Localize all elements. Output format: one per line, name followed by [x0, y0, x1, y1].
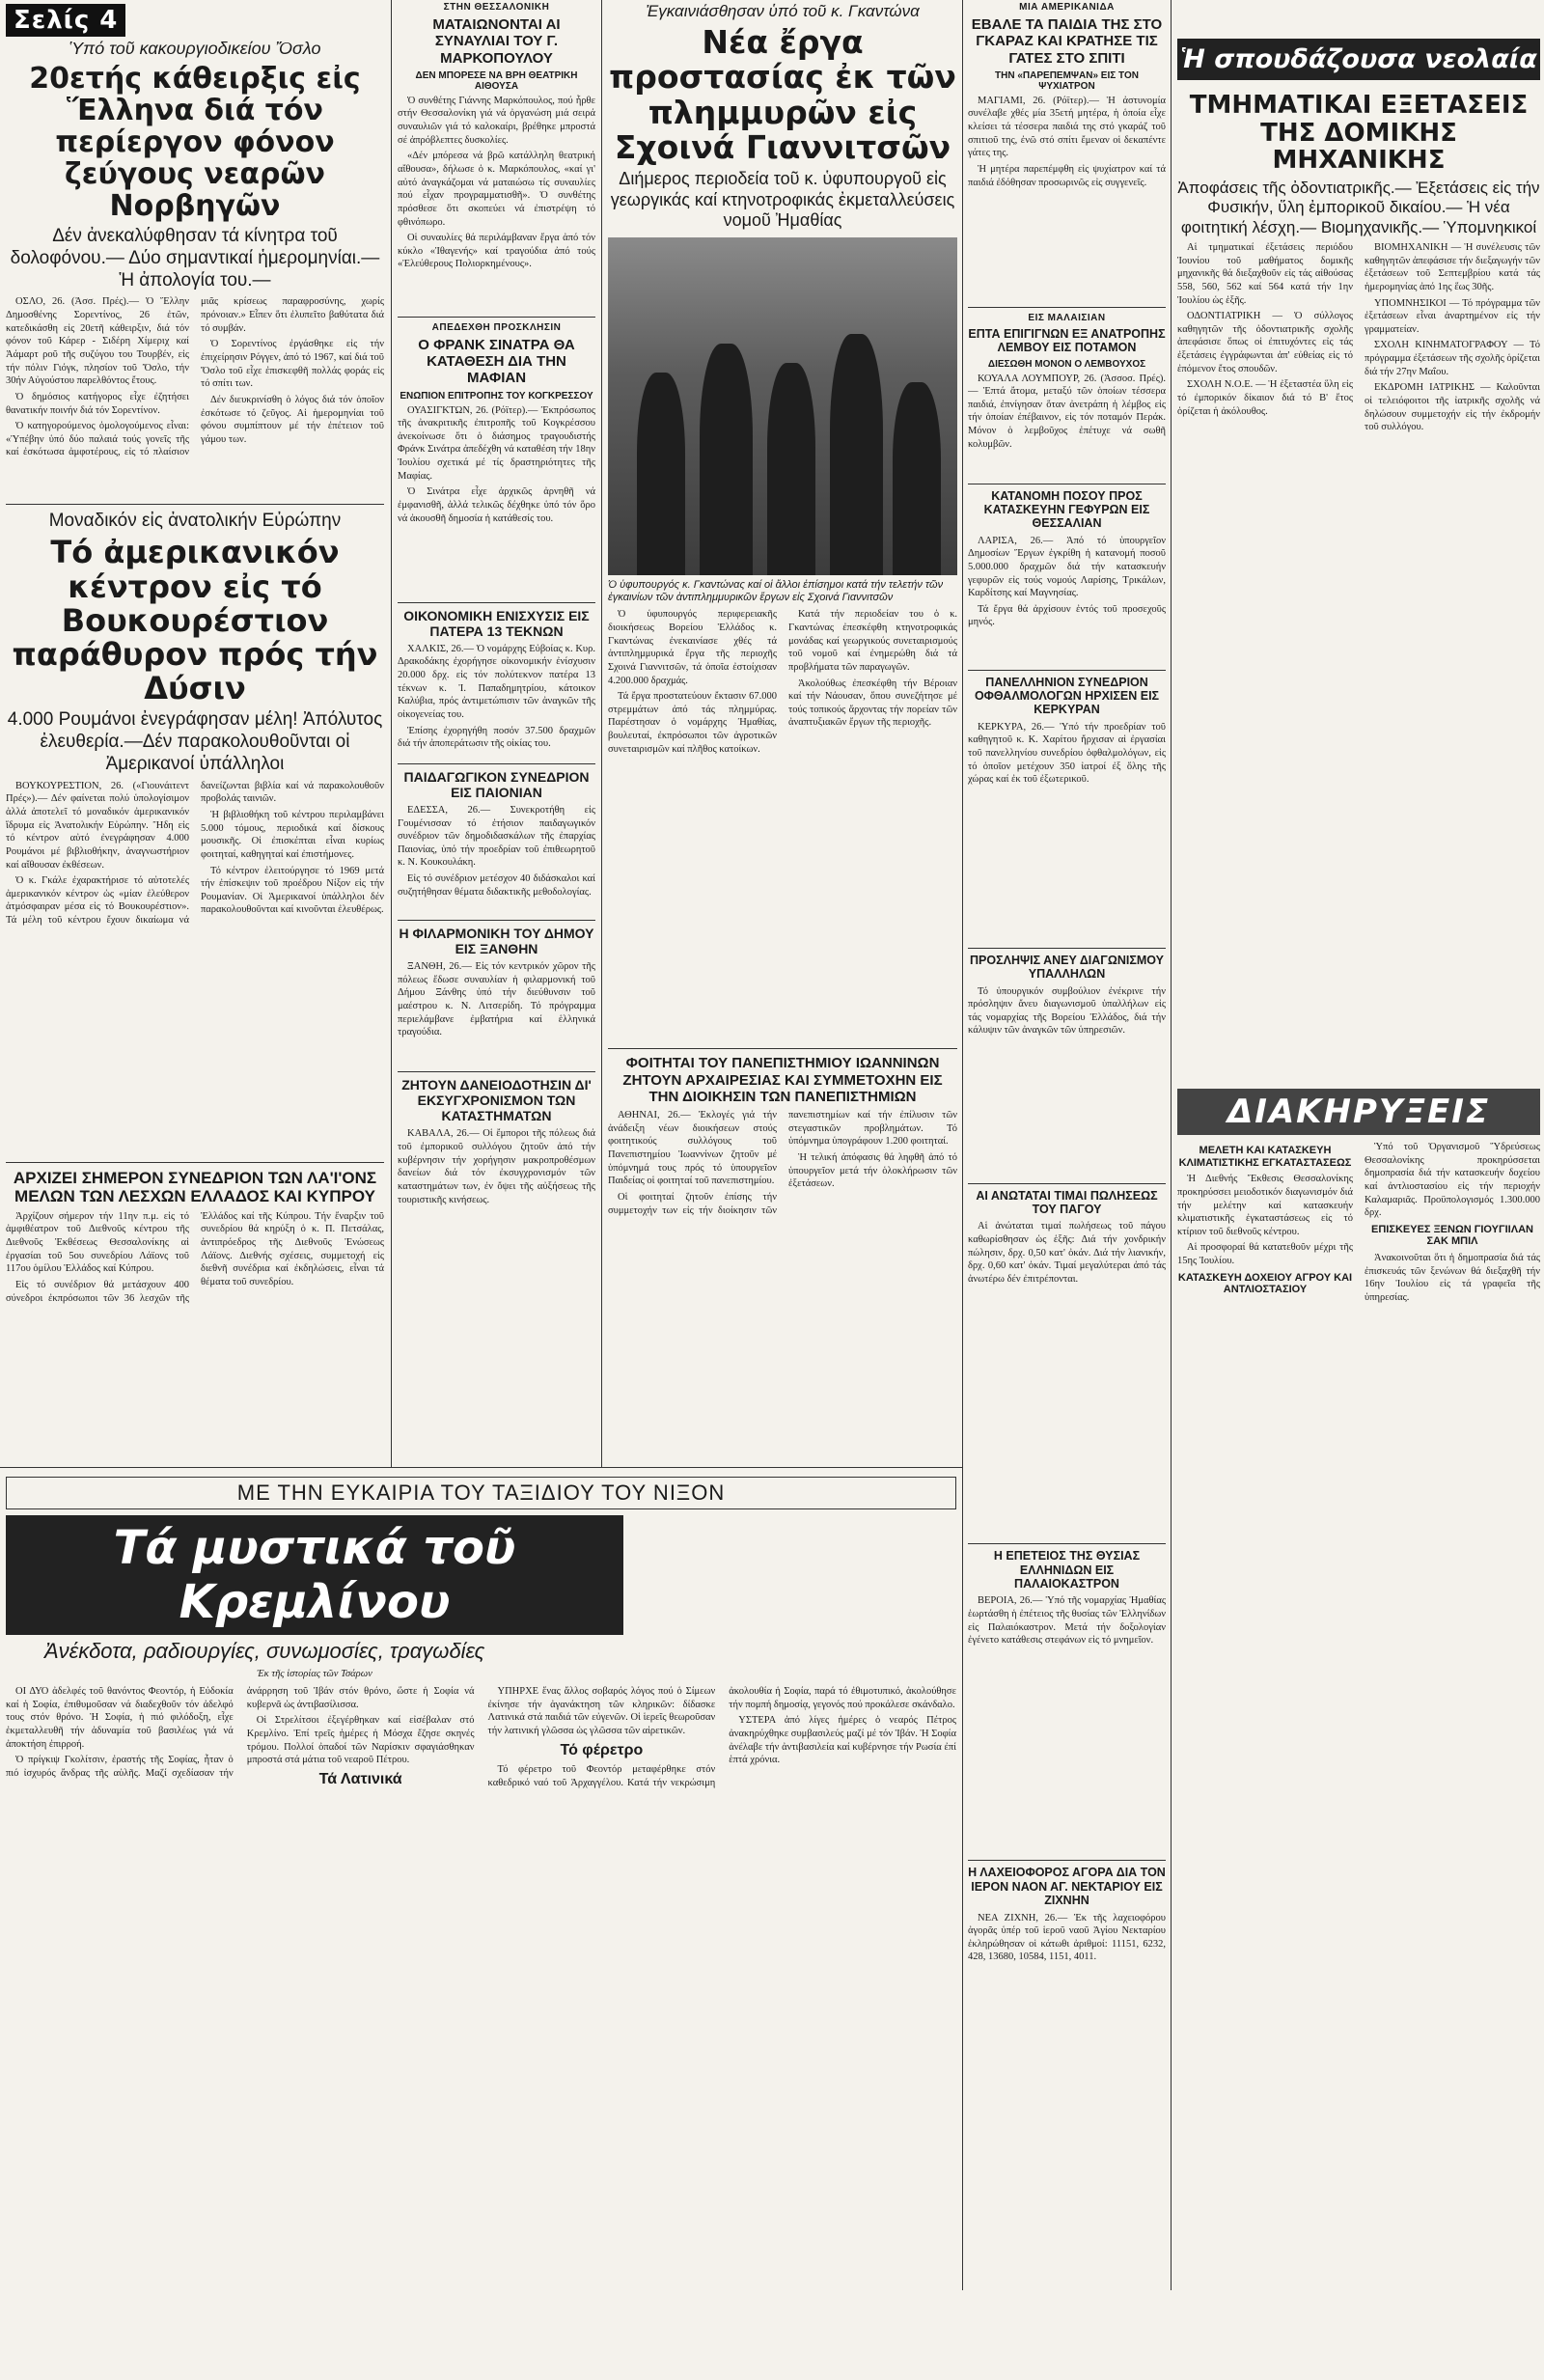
paragraph: ΧΑΛΚΙΣ, 26.— Ὁ νομάρχης Εὐβοίας κ. Κυρ. Δρακοδάκης ἐχορήγησε οἰκονομικήν ἐνίσχυσιν 20.000 δρχ. εἰς τόν πολύτεκνον πατέρα 13 τέκνων κ. Ἰ. Παπαδημητρίου, κάτοικον Καλύβια, πρός ἀντιμετώπισιν τῶν ἀναγκῶν τῆς οἰκογενείας του.: [398, 643, 595, 720]
article-body: [6, 1210, 384, 1355]
article-sinatra: [398, 322, 595, 597]
article-tender-repairs: [1365, 1224, 1540, 1305]
article-subhead: ΕΝΩΠΙΟΝ ΕΠΙΤΡΟΠΗΣ ΤΟΥ ΚΟΓΚΡΕΣΣΟΥ: [400, 390, 593, 401]
paragraph: Ὁ συνθέτης Γιάννης Μαρκόπουλος, πού ἦρθε στήν Θεσσαλονίκη γιά νά ὀργανώση μιά σειρά συναυλιῶν γιά τό καλοκαίρι, βρέθηκε μπροστά σέ ἀπρόβλεπτες δυσκολίες.: [398, 95, 595, 146]
article-body: [1177, 241, 1540, 1081]
paragraph: ΛΑΡΙΣΑ, 26.— Ἀπό τό ὑπουργεῖον Δημοσίων Ἔργων ἐγκρίθη ἡ κατανομή ποσοῦ 5.000.000 δραχμῶν διά τήν κατασκευήν γεφυρῶν εἰς τούς νομούς Λαρίσης, Τρικάλων, Καρδίτσης καί Μαγνησίας.: [968, 535, 1166, 599]
article-lottery: [968, 1866, 1166, 2056]
article-subhead: ΔΕΝ ΜΠΟΡΕΣΕ ΝΑ ΒΡΗ ΘΕΑΤΡΙΚΗ ΑΙΘΟΥΣΑ: [415, 69, 578, 92]
column-rule: [391, 0, 392, 1467]
paragraph: ΞΑΝΘΗ, 26.— Εἰς τόν κεντρικόν χῶρον τῆς πόλεως ἔδωσε συναυλίαν ἡ φιλαρμονική τοῦ Δήμου Ξάνθης ὑπό τήν διεύθυνσιν τοῦ μαέστρου κ. Ν. Λιτσερίδη. Τό πρόγραμμα περιελάμβανε ἐμβατήρια καί ἑλληνικά τραγούδια.: [398, 961, 595, 1038]
paragraph: ΣΧΟΛΗ Ν.Ο.Ε. — Ἡ ἐξεταστέα ὕλη εἰς τό ἐμπορικόν δίκαιον διά τό Β' ἔτος ὁρίζεται ἡ ἀκόλουθος.: [1177, 379, 1353, 417]
column-rule: [601, 0, 602, 1467]
article-headline: Ο ΦΡΑΝΚ ΣΙΝΑΤΡΑ ΘΑ ΚΑΤΑΘΕΣΗ ΔΙΑ ΤΗΝ ΜΑΦΙΑΝ: [418, 336, 575, 387]
feature-subsection: Τά Λατινικά: [318, 1770, 402, 1787]
article-headline: Η ΕΠΕΤΕΙΟΣ ΤΗΣ ΘΥΣΙΑΣ ΕΛΛΗΝΙΔΩΝ ΕΙΣ ΠΑΛΑΙΟΚΑΣΤΡΟΝ: [993, 1549, 1141, 1591]
column-1: [6, 0, 384, 1355]
page-number-masthead: Σελίς 4: [6, 4, 125, 37]
article-paionia: [398, 769, 595, 915]
feature-headline: Τά μυστικά τοῦ Κρεμλίνου: [6, 1515, 623, 1635]
article-headline: ΦΟΙΤΗΤΑΙ ΤΟΥ ΠΑΝΕΠΙΣΤΗΜΙΟΥ ΙΩΑΝΝΙΝΩΝ ΖΗΤΟΥΝ ΑΡΧΑΙΡΕΣΙΑΣ ΚΑΙ ΣΥΜΜΕΤΟΧΗΝ ΕΙΣ ΤΗΝ ΔΙΟΙΚΗΣΙΝ ΤΩΝ ΠΑΝΕΠΙΣΤΗΜΙΩΝ: [622, 1055, 943, 1105]
article-headline: ΠΑΙΔΑΓΩΓΙΚΟΝ ΣΥΝΕΔΡΙΟΝ ΕΙΣ ΠΑΙΟΝΙΑΝ: [403, 768, 590, 800]
article-body: [968, 1912, 1166, 2057]
article-body: [398, 404, 595, 597]
article-headline: Η ΛΑΧΕΙΟΦΟΡΟΣ ΑΓΟΡΑ ΔΙΑ ΤΟΝ ΙΕΡΟΝ ΝΑΟΝ ΑΓ. ΝΕΚΤΑΡΙΟΥ ΕΙΣ ΖΙΧΝΗΝ: [968, 1866, 1166, 1908]
paragraph: Ἀνακοινοῦται ὅτι ἡ δημοπρασία διά τάς ἐπισκευάς τῶν ξενώνων θά διεξαχθῆ τήν 16ην Ἰουλίου εἰς τά γραφεῖα τῆς ὑπηρεσίας.: [1365, 1253, 1540, 1303]
paragraph: Τά ἔργα θά ἀρχίσουν ἐντός τοῦ προσεχοῦς μηνός.: [968, 603, 1166, 628]
column-rule: [1171, 0, 1172, 2290]
paragraph: Ὁ κ. Γκάλε ἐχαρακτήρισε τό αὐτοτελές ἀμερικανικόν κέντρον ὡς «μίαν ἐλεύθερον ἀτμόσφαιραν μέσα εἰς τό Βουκουρέστιον». Τά μέλη τοῦ κέντρου ἔχουν δικαίωμα νά δανείζωνται βιβλία καί νά παρακολουθοῦν προβολάς ταινιῶν.: [6, 780, 384, 927]
article-subhead: ΔΙΕΣΩΘΗ ΜΟΝΟΝ Ο ΛΕΜΒΟΥΧΟΣ: [987, 358, 1146, 370]
paragraph: ΑΘΗΝΑΙ, 26.— Ἐκλογές γιά τήν ἀνάδειξη νέων διοικήσεων στούς φοιτητικούς συλλόγους τοῦ Πανεπιστημίου Ἰωαννίνων ζητοῦν μέ ὑπόμνημά τους πρός τό ὑπουργεῖον Παιδείας οἱ φοιτηταί τοῦ πανεπιστημίου.: [608, 1110, 777, 1187]
paragraph: Εἰς τό συνέδριον θά μετάσχουν 400 σύνεδροι ἐκπρόσωποι τῶν 36 λεσχῶν τῆς Ἑλλάδος καί τῆς Κύπρου. Τήν ἔναρξιν τοῦ συνεδρίου θά κηρύξη ὁ κ. Π. Πετσάλας, ἀντιπρόεδρος τῆς Διεθνοῦς Ἑνώσεως Λάϊονς. Διεθνής σχέσεις, συμμετοχή εἰς διεθνῆ συνέδρια καί ἐκδηλώσεις, εἶναι τά θέματα τοῦ συνεδρίου.: [6, 1210, 384, 1304]
article-kicker: Ὑπό τοῦ κακουργιοδικείου Ὄσλο: [69, 39, 321, 58]
article-body: [6, 295, 384, 498]
article-tender-ac: [1177, 1145, 1353, 1268]
paragraph: Ὁ πρίγκιψ Γκολίτσιν, ἐραστής τῆς Σοφίας, ἦταν ὁ πιό ἰσχυρός ἄνδρας τῆς αὐλῆς. Μαζί σχεδίασαν τήν ἀνάρρηση τοῦ Ἰβάν στόν θρόνο, ὥστε ἡ Σοφία νά κυβερνᾶ ὡς ἀντιβασίλισσα.: [6, 1686, 475, 1779]
paragraph: ΟΔΟΝΤΙΑΤΡΙΚΗ — Ὁ σύλλογος καθηγητῶν τῆς ὀδοντιατρικῆς σχολῆς ἀπεφάσισε ὅπως οἱ ἐπιτυχόντες εἰς τάς ἐξετάσεις ἐγγράφωνται ἀπ' εὐθείας εἰς τό ἐπόμενον ἔτος σπουδῶν.: [1177, 311, 1353, 374]
article-kicker: ΣΤΗΝ ΘΕΣΣΑΛΟΝΙΚΗ: [443, 2, 550, 13]
paragraph: Ἡ βιβλιοθήκη τοῦ κέντρου περιλαμβάνει 5.000 τόμους, περιοδικά καί δίσκους μουσικῆς. Οἱ ἐπισκέπται εἶναι κυρίως φοιτηταί, καθηγηταί καί ἐπιστήμονες.: [201, 810, 384, 860]
paragraph: Ὁ Σορεντίνος ἐργάσθηκε εἰς τήν ἐπιχείρησιν Ρόγγεν, ἀπό τό 1967, καί διά τοῦ Ὄσλο τοῦ εἶχε ἐπισκεφθῆ πολλάς φοράς εἰς τό σπίτι των.: [201, 339, 384, 390]
column-2: [398, 0, 595, 1253]
article-headline: ΠΡΟΣΛΗΨΙΣ ΑΝΕΥ ΔΙΑΓΩΝΙΣΜΟΥ ΥΠΑΛΛΗΛΩΝ: [970, 953, 1164, 982]
article-headline: ΚΑΤΑΣΚΕΥΗ ΔΟΧΕΙΟΥ ΑΓΡΟΥ ΚΑΙ ΑΝΤΛΙΟΣΤΑΣΙΟΥ: [1177, 1271, 1353, 1296]
article-headline: ΟΙΚΟΝΟΜΙΚΗ ΕΝΙΣΧΥΣΙΣ ΕΙΣ ΠΑΤΕΡΑ 13 ΤΕΚΝΩΝ: [403, 607, 590, 639]
article-body: [398, 960, 595, 1066]
article-body: [968, 95, 1166, 302]
article-headline: ΚΑΤΑΝΟΜΗ ΠΟΣΟΥ ΠΡΟΣ ΚΑΤΑΣΚΕΥΗΝ ΓΕΦΥΡΩΝ ΕΙΣ ΘΕΣΣΑΛΙΑΝ: [983, 488, 1150, 531]
article-subhead: ΤΗΝ «ΠΑΡΕΠΕΜΨΑΝ» ΕΙΣ ΤΟΝ ΨΥΧΙΑΤΡΟΝ: [995, 69, 1139, 92]
article-malaysia: [968, 313, 1166, 479]
article-headline: ΖΗΤΟΥΝ ΔΑΝΕΙΟΔΟΤΗΣΙΝ ΔΙ' ΕΚΣΥΓΧΡΟΝΙΣΜΟΝ ΤΩΝ ΚΑΤΑΣΤΗΜΑΤΩΝ: [401, 1077, 592, 1124]
feature-subhead: Ἀνέκδοτα, ραδιουργίες, συνωμοσίες, τραγωδίες: [44, 1639, 485, 1663]
article-body: [1365, 1141, 1540, 1220]
article-headline: ΜΑΤΑΙΩΝΟΝΤΑΙ ΑΙ ΣΥΝΑΥΛΙΑΙ ΤΟΥ Γ. ΜΑΡΚΟΠΟΥΛΟΥ: [432, 16, 561, 67]
paragraph: Ἀκολούθως ἐπεσκέφθη τήν Βέροιαν καί τήν Νάουσαν, ὅπου συνεζήτησε μέ τούς τοπικούς ἄρχοντας τήν πορείαν τῶν ἀναπτυξιακῶν ἔργων τῆς περιοχῆς.: [788, 678, 957, 729]
article-body: [968, 535, 1166, 665]
paragraph: ΚΟΥΑΛΑ ΛΟΥΜΠΟΥΡ, 26. (Ἀσσοσ. Πρές).— Ἑπτά ἄτομα, μεταξύ τῶν ὁποίων τέσσερα παιδιά, ἐπνίγησαν ὅταν ἀνετράπη ἡ λέμβος εἰς τήν ὁποίαν ἐπέβαινον, εἰς τόν ποταμόν Περάκ. Μόνον ὁ λεμβοῦχος ἐπέτυχε νά σωθῆ κολυμβῶν.: [968, 373, 1166, 450]
article-ophthalmologists: [968, 676, 1166, 943]
paragraph: Αἱ προσφοραί θά κατατεθοῦν μέχρι τῆς 15ης Ἰουλίου.: [1177, 1242, 1353, 1267]
paragraph: ΝΕΑ ΖΙΧΝΗ, 26.— Ἐκ τῆς λαχειοφόρου ἀγορᾶς ὑπέρ τοῦ ἱεροῦ ναοῦ Ἁγίου Νεκταρίου ἐκληρώθησαν οἱ κάτωθι ἀριθμοί: 11151, 6232, 428, 13680, 10584, 1151, 4011.: [968, 1912, 1166, 1963]
article-subhead: Διήμερος περιοδεία τοῦ κ. ὑφυπουργοῦ εἰς γεωργικάς καί κτηνοτροφικάς ἐκμεταλλεύσεις νομοῦ Ἠμαθίας: [610, 169, 955, 231]
article-kicker: Μοναδικόν εἰς ἀνατολικήν Εὐρώπην: [48, 511, 342, 532]
paragraph: Ἐπίσης ἐχορηγήθη ποσόν 37.500 δραχμῶν διά τήν ἀποπεράτωσιν τῆς οἰκίας του.: [398, 725, 595, 750]
article-hiring: [968, 954, 1166, 1178]
paragraph: Οἱ Στρελίτσοι ἐξεγέρθηκαν καί εἰσέβαλαν στό Κρεμλίνο. Ἐπί τρεῖς ἡμέρες ἡ Μόσχα ἔζησε σκηνές τρόμου. Πολλοί ὀπαδοί τῶν Ναρίσκιν σφαγιάσθηκαν μπροστά στά μάτια τοῦ νεαροῦ Πέτρου.: [246, 1715, 475, 1766]
article-bridges: [968, 489, 1166, 665]
article-body: [608, 1109, 957, 1408]
article-body: [398, 643, 595, 759]
paragraph: ΥΣΤΕΡΑ ἀπό λίγες ἡμέρες ὁ νεαρός Πέτρος ἀνακηρύχθηκε συμβασιλεύς μαζί μέ τόν Ἰβάν. Ἡ Σοφία ἀνέλαβε τήν ἀντιβασιλεία καί κυβέρνησε τήν Ρωσία ἐπί ἑπτά χρόνια.: [729, 1715, 956, 1766]
article-ioannina-students: [608, 1055, 957, 1408]
article-headline: 20ετής κάθειρξις εἰς Ἕλληνα διά τόν περίεργον φόνον ζεύγους νεαρῶν Νορβηγῶν: [29, 62, 361, 223]
paragraph: Ἡ μητέρα παρεπέμφθη εἰς ψυχίατρον καί τά παιδιά ἐδόθησαν προσωρινῶς εἰς συγγενεῖς.: [968, 163, 1166, 188]
paragraph: Δέν διευκρινίσθη ὁ λόγος διά τόν ὁποῖον ἐσκότωσε τό ζεῦγος. Αἱ ἡμερομηνίαι τοῦ φόνου συμπίπτουν μέ τήν ἐπέτειον τοῦ γάμου των.: [201, 394, 384, 445]
column-3: [608, 0, 957, 1408]
paragraph: ΥΠΗΡΧΕ ἕνας ἄλλος σοβαρός λόγος πού ὁ Σίμεων ἐκίνησε τήν ἀγανάκτηση τῶν κληρικῶν: δίδασκε Λατινικά στά παιδιά τῶν εὐγενῶν. Οἱ ἱερεῖς θεωροῦσαν τήν λατινική γλῶσσα ὡς γλῶσσα τῶν αἱρετικῶν.: [487, 1686, 716, 1736]
article-headline: ΕΠΤΑ ΕΠΙΓΙΓΝΩΝ ΕΞ ΑΝΑΤΡΟΠΗΣ ΛΕΜΒΟΥ ΕΙΣ ΠΟΤΑΜΟΝ: [968, 326, 1166, 355]
feature-kicker: ΜΕ ΤΗΝ ΕΥΚΑΙΡΙΑ ΤΟΥ ΤΑΞΙΔΙΟΥ ΤΟΥ ΝΙΞΟΝ: [6, 1477, 956, 1509]
feature-body: [6, 1685, 956, 2380]
paragraph: ΒΟΥΚΟΥΡΕΣΤΙΟΝ, 26. («Γιουνάιτεντ Πρές»).— Δέν φαίνεται πολύ ὑπολογίσιμον ἀλλά ἀποτελεῖ τό μοναδικόν ἀμερικανικόν ἵδρυμα εἰς Ἀνατολικήν Εὐρώπην. Ἤδη εἰς τό κέντρον αὐτό ἐνεγράφησαν 4.000 Ρουμάνοι μέ βιβλιοθήκην, ἀναγνωστήριον καί αἴθουσαν ἐκθέσεων.: [6, 780, 189, 871]
article-headline: ΑΡΧΙΖΕΙ ΣΗΜΕΡΟΝ ΣΥΝΕΔΡΙΟΝ ΤΩΝ ΛΑ'Ι'ΟΝΣ ΜΕΛΩΝ ΤΩΝ ΛΕΣΧΩΝ ΕΛΛΑΔΟΣ ΚΑΙ ΚΥΠΡΟΥ: [13, 1168, 377, 1206]
feature-subsection: Τό φέρετρο: [560, 1741, 644, 1758]
paragraph: ΚΑΒΑΛΑ, 26.— Οἱ ἔμποροι τῆς πόλεως διά τοῦ ἐμπορικοῦ συλλόγου ζητοῦν ἀπό τήν κυβέρνησιν τήν χορήγησιν μακροπροθέσμων δανείων διά τόν ἐκσυγχρονισμόν τῶν καταστημάτων των, ἐν ὄψει τῆς αὐξήσεως τῆς τουριστικῆς κινήσεως.: [398, 1128, 595, 1205]
article-norway-murder: [6, 39, 384, 498]
article-subhead: Δέν ἀνεκαλύφθησαν τά κίνητρα τοῦ δολοφόνου.— Δύο σημαντικαί ἡμερομηνίαι.— Ἡ ἀπολογία του.—: [10, 226, 380, 291]
paragraph: «Δέν μπόρεσα νά βρῶ κατάλληλη θεατρική αἴθουσα», δήλωσε ὁ κ. Μαρκόπουλος, «καί γι' αὐτό ἀναγκάζομαι νά ματαιώσω τίς συναυλίες πού εἶχαν προγραμματισθῆ». Ὁ συνθέτης πρόσθεσε ὅτι σκοπεύει νά ἐπιστρέψη τό φθινόπωρο.: [398, 151, 595, 228]
column-rule: [962, 0, 963, 2290]
photo-caption: Ὁ ὑφυπουργός κ. Γκαντώνας καί οἱ ἄλλοι ἐπίσημοι κατά τήν τελετήν τῶν ἐγκαινίων τῶν ἀντιπλημμυρικῶν ἔργων εἰς Σχοινά Γιαννιτσῶν: [608, 578, 944, 604]
column-4: [968, 0, 1166, 2057]
paragraph: Ὁ Σινάτρα εἶχε ἀρχικῶς ἀρνηθῆ νά ἐμφανισθῆ, ἀλλά τελικῶς δέχθηκε ὑπό τόν ὅρο νά ἀκουσθῆ δημοσία ἡ κατάθεσίς του.: [398, 486, 595, 524]
article-kicker: ΑΠΕΔΕΧΘΗ ΠΡΟΣΚΛΗΣΙΝ: [431, 321, 562, 333]
column-5: [1177, 0, 1540, 2270]
article-body: [608, 608, 957, 1042]
article-american-mother: [968, 2, 1166, 302]
article-headline: Τό ἀμερικανικόν κέντρον εἰς τό Βουκουρέστιον παράθυρον πρός τήν Δύσιν: [12, 534, 378, 707]
news-photo: [608, 237, 957, 575]
section-banner-tenders: ΔΙΑΚΗΡΥΞΕΙΣ: [1177, 1089, 1540, 1135]
article-body: [398, 804, 595, 915]
paragraph: ΕΔΕΣΣΑ, 26.— Συνεκροτήθη εἰς Γουμένισσαν τό ἐτήσιον παιδαγωγικόν συνέδριον τῶν δημοδιδασκάλων τῆς ἐπαρχίας Παιονίας, ὑπό τήν προεδρίαν τοῦ ἐπιθεωρητοῦ κ. Ν. Κουκουλάκη.: [398, 804, 595, 869]
feature-byline: Ἐκ τῆς ἱστορίας τῶν Τσάρων: [257, 1669, 372, 1680]
article-lions-congress: [6, 1169, 384, 1355]
paragraph: Εἰς τό συνέδριον μετέσχον 40 διδάσκαλοι καί συζητήθησαν θέματα διδακτικῆς μεθοδολογίας.: [398, 873, 595, 898]
tenders-section: [1177, 1141, 1540, 2270]
paragraph: ΒΙΟΜΗΧΑΝΙΚΗ — Ἡ συνέλευσις τῶν καθηγητῶν ἀπεφάσισε τήν διεξαγωγήν τῶν ἐξετάσεων τοῦ Σεπτεμβρίου κατά τάς ἡμερομηνίας ἀπό 1ης ἕως 30ῆς.: [1365, 241, 1540, 292]
paragraph: Οἱ φοιτηταί ζητοῦν ἐπίσης τήν συμμετοχήν των εἰς τήν διοίκησιν τῶν πανεπιστημίων καί τήν ἐπίλυσιν τῶν στεγαστικῶν προβλημάτων. Τό ὑπόμνημα ὑπογράφουν 1.200 φοιτηταί.: [608, 1110, 957, 1216]
kremlin-feature: [6, 1475, 956, 2380]
article-kavala: [398, 1077, 595, 1253]
paragraph: Ὁ ὑφυπουργός περιφερειακῆς διοικήσεως Βορείου Ἑλλάδος κ. Γκαντώνας ἐνεκαινίασε χθές τά ἀντιπλημμυρικά ἔργα τῆς περιοχῆς Σχοινά Γιαννιτσῶν, τά ὁποῖα ἐστοίχισαν 4.200.000 δραχμάς.: [608, 609, 777, 686]
paragraph: Ἡ τελική ἀπόφασις θά ληφθῆ ἀπό τό ὑπουργεῖον μετά τήν ὁλοκλήρωσιν τῶν ἐξετάσεων.: [788, 1152, 957, 1190]
article-headline: ΠΑΝΕΛΛΗΝΙΟΝ ΣΥΝΕΔΡΙΟΝ ΟΦΘΑΛΜΟΛΟΓΩΝ ΗΡΧΙΣΕΝ ΕΙΣ ΚΕΡΚΥΡΑΝ: [974, 675, 1160, 717]
article-body: [968, 1594, 1166, 1855]
article-body: [968, 721, 1166, 943]
section-rule: [0, 1467, 962, 1468]
paragraph: ΜΑΓΙΑΜΙ, 26. (Ρόϊτερ).— Ἡ ἀστυνομία συνέλαβε χθές μία 35ετή μητέρα, ἡ ὁποία εἶχε κλείσει τά τέσσερα παιδιά της στό γκαράζ τοῦ σπιτιοῦ της, ἐνῶ στό σπίτι ἔμεναν οἱ δεκαπέντε γάτες της.: [968, 95, 1166, 159]
paragraph: ΚΕΡΚΥΡΑ, 26.— Ὑπό τήν προεδρίαν τοῦ καθηγητοῦ κ. Κ. Χαρίτου ἤρχισαν αἱ ἐργασίαι τοῦ πανελληνίου συνεδρίου ὀφθαλμολόγων, εἰς τό ὁποῖον μετέχουν 350 ἰατροί ἐξ ὅλης τῆς χώρας καί ἐκ τοῦ ἐξωτερικοῦ.: [968, 721, 1166, 786]
paragraph: Κατά τήν περιοδείαν του ὁ κ. Γκαντώνας ἐπεσκέφθη κτηνοτροφικάς μονάδας καί γεωργικούς συνεταιρισμούς τοῦ νομοῦ καί ἐνημερώθη διά τά προβλήματα τῶν παραγωγῶν.: [788, 609, 957, 673]
article-body: [398, 1127, 595, 1253]
article-subhead: 4.000 Ρουμάνοι ἐνεγράφησαν μέλη! Ἀπόλυτος ἐλευθερία.—Δέν παρακολουθοῦνται οἱ Ἀμερικανοί ὑπάλληλοι: [7, 709, 383, 774]
article-xanthi: [398, 926, 595, 1066]
article-body: [1177, 1173, 1353, 1267]
article-ice-prices: [968, 1189, 1166, 1539]
article-kicker: ΜΙΑ ΑΜΕΡΙΚΑΝΙΔΑ: [1019, 2, 1115, 13]
article-headline: ΑΙ ΑΝΩΤΑΤΑΙ ΤΙΜΑΙ ΠΩΛΗΣΕΩΣ ΤΟΥ ΠΑΓΟΥ: [976, 1188, 1158, 1216]
article-aid-father: [398, 608, 595, 759]
article-anniversary: [968, 1549, 1166, 1855]
paragraph: Τό φέρετρο τοῦ Φεοντόρ μεταφέρθηκε στόν καθεδρικό ναό τοῦ Ἀρχαγγέλου. Κατά τήν νεκρώσιμη ἀκολουθία ἡ Σοφία, παρά τό ἐθιμοτυπικό, ἀκολούθησε τήν πομπή δημοσίᾳ, γεγονός πού προκάλεσε σκάνδαλο.: [487, 1686, 956, 1788]
article-body: [968, 373, 1166, 479]
section-banner-youth: Ἡ σπουδάζουσα νεολαία: [1177, 39, 1540, 80]
paragraph: ΒΕΡΟΙΑ, 26.— Ὑπό τῆς νομαρχίας Ἠμαθίας ἑωρτάσθη ἡ ἐπέτειος τῆς θυσίας τῶν Ἑλληνίδων εἰς Παλαιόκαστρον. Μετά τήν δοξολογίαν ἐγένετο κατάθεσις στεφάνων εἰς τό μνημεῖον.: [968, 1595, 1166, 1647]
article-american-center: [6, 511, 384, 1155]
paragraph: Αἱ τμηματικαί ἐξετάσεις περιόδου Ἰουνίου τοῦ μαθήματος δομικῆς μηχανικῆς θά διεξαχθοῦν εἰς τάς αἰθούσας 558, 560, 562 καί 564 κατά τήν 1ην Ἰουλίου ὡς ἑξῆς.: [1177, 241, 1353, 306]
paragraph: ΟΥΑΣΙΓΚΤΩΝ, 26. (Ρόϊτερ).— Ἐκπρόσωπος τῆς ἀνακριτικῆς ἐπιτροπῆς τοῦ Κογκρέσσου ἀνεκοίνωσε ὅτι ὁ διάσημος τραγουδιστής Φράνκ Σινάτρα ἀπεδέχθη νά καταθέση τήν 18ην Ἰουλίου σχετικά μέ τίς δραστηριότητες τῆς Μαφίας.: [398, 404, 595, 482]
paragraph: Ἡ Διεθνής Ἔκθεσις Θεσσαλονίκης προκηρύσσει μειοδοτικόν διαγωνισμόν διά τήν μελέτην καί κατασκευήν κλιματιστικῆς ἐγκαταστάσεως εἰς τό κτίριον τοῦ διεθνοῦς κέντρου.: [1177, 1174, 1353, 1237]
paragraph: Τό ὑπουργικόν συμβούλιον ἐνέκρινε τήν πρόσληψιν ἄνευ διαγωνισμοῦ ὑπαλλήλων εἰς τάς νομαρχίας τῆς Βορείου Ἑλλάδος, διά τήν κάλυψιν τῶν ἀναγκῶν τῶν ὑπηρεσιῶν.: [968, 985, 1166, 1037]
paragraph: ΕΚΔΡΟΜΗ ΙΑΤΡΙΚΗΣ — Καλοῦνται οἱ τελειόφοιτοι τῆς ἰατρικῆς σχολῆς νά δηλώσουν συμμετοχήν εἰς τήν ἐκδρομήν τοῦ συλλόγου.: [1365, 382, 1540, 433]
article-body: [398, 95, 595, 312]
article-kicker: Ἐγκαινιάσθησαν ὑπό τοῦ κ. Γκαντώνα: [646, 2, 920, 20]
article-body: [968, 985, 1166, 1178]
paragraph: Αἱ ἀνώταται τιμαί πωλήσεως τοῦ πάγου καθωρίσθησαν ὡς ἑξῆς: Διά τήν χονδρικήν πώλησιν, δρχ. 0,50 κατ' ὀκάν. Διά τήν λιανικήν, δρχ. 0,60 κατ' ὀκάν. Τιμαί μεγαλύτεραι ἀπό τάς ἀνωτέρω δέν ἐπιτρέπονται.: [968, 1221, 1166, 1285]
article-headline: ΕΠΙΣΚΕΥΕΣ ΞΕΝΩΝ ΓΙΟΥΓΙΙΛΑΝ ΣΑΚ ΜΠΙΛ: [1371, 1223, 1533, 1248]
article-kicker: ΕΙΣ ΜΑΛΑΙΣΙΑΝ: [1028, 312, 1106, 323]
paragraph: ΟΙ ΔΥΟ ἀδελφές τοῦ θανόντος Φεοντόρ, ἡ Εὐδοκία καί ἡ Σοφία, ἐπιθυμοῦσαν νά διαδεχθοῦν τόν ἀδελφό τους στόν θρόνο. Ἡ Σοφία, ἡ πιό φιλόδοξη, εἶχε ἐκμεταλλευθῆ τήν ἀδυναμία τοῦ βασιλέως γιά νά ἀποκτήση ἐπιρροή.: [6, 1686, 234, 1750]
article-headline: ΤΜΗΜΑΤΙΚΑΙ ΕΞΕΤΑΣΕΙΣ ΤΗΣ ΔΟΜΙΚΗΣ ΜΗΧΑΝΙΚΗΣ: [1189, 91, 1529, 176]
article-body: [6, 780, 384, 1156]
paragraph: Οἱ συναυλίες θά περιλάμβαναν ἔργα ἀπό τόν κύκλο «Ἰθαγενής» καί τραγούδια ἀπό τούς «Ἐλεύθερους Πολιορκημένους».: [398, 233, 595, 270]
paragraph: Ὁ δημόσιος κατήγορος εἶχε ἐζητήσει θανατικήν ποινήν διά τόν Σορεντίνον.: [6, 391, 189, 416]
paragraph: Τά ἔργα προστατεύουν ἔκτασιν 67.000 στρεμμάτων ἀπό τάς πλημμύρας. Παρέστησαν ὁ νομάρχης Ἠμαθίας, βουλευταί, ἐκπρόσωποι τῶν ἀγροτικῶν συνεταιρισμῶν καί πλῆθος κατοίκων.: [608, 691, 777, 755]
article-markopoulos: [398, 2, 595, 312]
paragraph: ΟΣΛΟ, 26. (Ἀσσ. Πρές).— Ὁ Ἕλλην Δημοσθένης Σορεντίνος, 26 ἐτῶν, κατεδικάσθη εἰς 20ετῆ κάθειρξιν, διά τόν φόνον τοῦ Κάρερ - Σιδέρη Χίμεριχ καί Ἀάμαρτ ροῦ τῆς συζύγου του Τουρβέν, εἰς τήν πόλιν Γιόγκ, πλησίον τοῦ Ὄσλο, τήν 30ήν Αὐγούστου παρελθόντος ἔτους.: [6, 296, 189, 387]
article-headline: Η ΦΙΛΑΡΜΟΝΙΚΗ ΤΟΥ ΔΗΜΟΥ ΕΙΣ ΞΑΝΘΗΝ: [399, 925, 594, 956]
article-body: [1365, 1252, 1540, 1305]
paragraph: Ὁ κατηγορούμενος ὁμολογούμενος εἶναι: «Ὑπέβην ὑπό δύο παλαιά τούς γονεῖς τῆς καί ἐσκότωσα ἀμφοτέρους, εἰς τό πλαίσιον μιᾶς κρίσεως παραφροσύνης, χωρίς πρόνοιαν.» Εἶπεν ὅτι ἐλυπεῖτο βαθύτατα διά τό συμβάν.: [6, 296, 384, 458]
article-headline: ΕΒΑΛΕ ΤΑ ΠΑΙΔΙΑ ΤΗΣ ΣΤΟ ΓΚΑΡΑΖ ΚΑΙ ΚΡΑΤΗΣΕ ΤΙΣ ΓΑΤΕΣ ΣΤΟ ΣΠΙΤΙ: [971, 16, 1163, 67]
paragraph: Ἀρχίζουν σήμερον τήν 11ην π.μ. εἰς τό ἀμφιθέατρον τοῦ Διεθνοῦς κέντρου τῆς Διεθνοῦς Ἐκθέσεως Θεσσαλονίκης αἱ ἐργασίαι τοῦ 5ου συνεδρίου Λάϊονς τοῦ 117ου ὁμίλου Ἑλλάδος καί Κύπρου.: [6, 1210, 189, 1275]
article-flood-works: [608, 2, 957, 1042]
article-body: [968, 1220, 1166, 1538]
paragraph: ΣΧΟΛΗ ΚΙΝΗΜΑΤΟΓΡΑΦΟΥ — Τό πρόγραμμα ἐξετάσεων τῆς σχολῆς ὁρίζεται διά τήν 27ην Μαΐου.: [1365, 340, 1540, 377]
article-exams: [1177, 92, 1540, 1081]
paragraph: Ὑπό τοῦ Ὀργανισμοῦ Ὕδρεύσεως Θεσσαλονίκης προκηρύσσεται δημοπρασία διά τήν κατασκευήν δοχείου καί ἀντλιοστασίου εἰς τήν περιοχήν Καλαμαριᾶς. Προϋπολογισμός 1.300.000 δρχ.: [1365, 1141, 1540, 1219]
article-headline: Νέα ἔργα προστασίας ἐκ τῶν πλημμυρῶν εἰς Σχοινά Γιαννιτσῶν: [609, 23, 956, 166]
paragraph: Τό κέντρον ἐλειτούργησε τό 1969 μετά τήν ἐπίσκεψιν τοῦ προέδρου Νίξον εἰς τήν Ρουμανίαν. Οἱ Ἀμερικανοί ὑπάλληλοι δέν παρακολουθοῦνται καί κινοῦνται ἐλευθέρως.: [201, 865, 384, 916]
paragraph: ΥΠΟΜΝΗΣΙΚΟΙ — Τό πρόγραμμα τῶν ἐξετάσεων εἶναι ἀναρτημένον εἰς τήν γραμματείαν.: [1365, 297, 1540, 335]
article-subhead: Ἀποφάσεις τῆς ὀδοντιατρικῆς.— Ἐξετάσεις εἰς τήν Φυσικήν, ὕλη ἐμπορικοῦ δικαίου.— Ἡ νέα φοιτητική λέσχη.— Βιομηχανικῆς.— Ὑπομνηκικοί: [1177, 178, 1540, 236]
article-headline: ΜΕΛΕΤΗ ΚΑΙ ΚΑΤΑΣΚΕΥΗ ΚΛΙΜΑΤΙΣΤΙΚΗΣ ΕΓΚΑΤΑΣΤΑΣΕΩΣ: [1178, 1144, 1352, 1169]
